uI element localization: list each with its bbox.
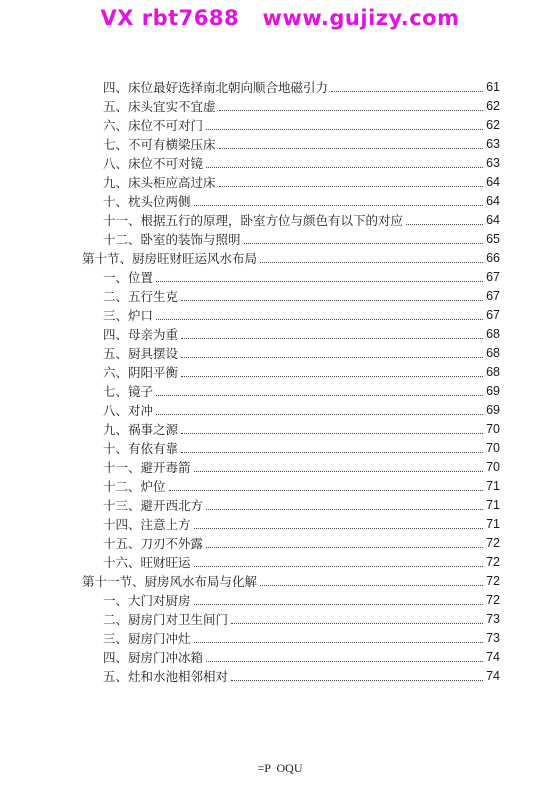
toc-dot-leader [194, 205, 484, 206]
toc-page-number: 61 [486, 80, 500, 94]
toc-entry-label: 十一、根据五行的原理，卧室方位与颜色有以下的对应 [103, 213, 404, 228]
toc-dot-leader [194, 604, 484, 605]
toc-dot-leader [406, 224, 483, 225]
toc-entry-row [103, 209, 500, 228]
toc-page-number: 72 [486, 555, 500, 569]
toc-entry-row [103, 665, 500, 684]
toc-dot-leader [181, 338, 483, 339]
toc-entry-label: 二、厨房门对卫生间门 [103, 612, 229, 627]
toc-page-number: 67 [486, 289, 500, 303]
toc-entry-label: 十三、避开西北方 [103, 498, 204, 513]
toc-dot-leader [260, 585, 483, 586]
toc-entry-row [103, 76, 500, 95]
toc-page-number: 63 [486, 137, 500, 151]
toc-page-number: 74 [486, 650, 500, 664]
toc-dot-leader [181, 300, 483, 301]
toc-entry-label: 十一、避开毒箭 [103, 460, 191, 475]
toc-page-number: 73 [486, 631, 500, 645]
toc-page-number: 71 [486, 498, 500, 512]
toc-page-number: 68 [486, 346, 500, 360]
toc-section-row [82, 247, 500, 266]
toc-dot-leader [260, 262, 483, 263]
toc-dot-leader [156, 281, 483, 282]
toc-entry-label: 一、位置 [103, 270, 154, 285]
toc-dot-leader [156, 319, 483, 320]
toc-entry-label: 三、炉口 [103, 308, 154, 323]
toc-entry-label: 五、床头宜实不宜虚 [103, 99, 216, 114]
toc-entry-label: 六、阴阳平衡 [103, 365, 179, 380]
toc-entry-row [103, 589, 500, 608]
toc-page-number: 65 [486, 232, 500, 246]
toc-page-number: 72 [486, 593, 500, 607]
toc-entry-label: 十六、旺财旺运 [103, 555, 191, 570]
toc-entry-label: 九、床头柜应高过床 [103, 175, 216, 190]
toc-entry-row [103, 285, 500, 304]
toc-entry-row [103, 95, 500, 114]
toc-dot-leader [156, 395, 483, 396]
toc-page-number: 68 [486, 327, 500, 341]
toc-entry-label: 八、对冲 [103, 403, 154, 418]
toc-entry-label: 十二、炉位 [103, 479, 166, 494]
toc-dot-leader [194, 528, 484, 529]
toc-entry-row [103, 551, 500, 570]
toc-dot-leader [169, 490, 484, 491]
toc-entry-label: 七、镜子 [103, 384, 154, 399]
toc-entry-row [103, 323, 500, 342]
toc-entry-label: 一、大门对厨房 [103, 593, 191, 608]
toc-entry-label: 五、厨具摆设 [103, 346, 179, 361]
toc-entry-label: 五、灶和水池相邻相对 [103, 669, 229, 684]
toc-dot-leader [181, 433, 483, 434]
toc-entry-label: 四、母亲为重 [103, 327, 179, 342]
toc-entry-row [103, 114, 500, 133]
toc-page-number: 71 [486, 517, 500, 531]
toc-dot-leader [219, 148, 484, 149]
toc-page-number: 69 [486, 403, 500, 417]
toc-entry-row [103, 133, 500, 152]
toc-entry-label: 六、床位不可对门 [103, 118, 204, 133]
toc-dot-leader [156, 414, 483, 415]
toc-dot-leader [194, 566, 484, 567]
toc-dot-leader [194, 471, 484, 472]
toc-page-number: 72 [486, 536, 500, 550]
toc-entry-label: 十四、注意上方 [103, 517, 191, 532]
toc-page-number: 64 [486, 213, 500, 227]
toc-entry-row [103, 152, 500, 171]
toc-entry-label: 三、厨房门冲灶 [103, 631, 191, 646]
toc-entry-label: 九、祸事之源 [103, 422, 179, 437]
toc-entry-row [103, 266, 500, 285]
toc-section-row [82, 570, 500, 589]
toc-page-number: 64 [486, 194, 500, 208]
toc-entry-row [103, 513, 500, 532]
toc-entry-label: 十、有依有靠 [103, 441, 179, 456]
toc-entry-row [103, 342, 500, 361]
toc-page-number: 74 [486, 669, 500, 683]
toc-entry-label: 第十节、厨房旺财旺运风水布局 [82, 251, 258, 266]
toc-dot-leader [219, 186, 484, 187]
toc-entry-label: 十五、刀刃不外露 [103, 536, 204, 551]
toc-entry-label: 八、床位不可对镜 [103, 156, 204, 171]
watermark: VX rbt7688 www.gujizy.com [100, 6, 460, 30]
toc-entry-row [103, 532, 500, 551]
toc-page-number: 69 [486, 384, 500, 398]
toc-dot-leader [181, 357, 483, 358]
toc-entry-row [103, 608, 500, 627]
toc-page-number: 64 [486, 175, 500, 189]
toc-page-number: 68 [486, 365, 500, 379]
toc-entry-row [103, 304, 500, 323]
toc-page-number: 70 [486, 460, 500, 474]
toc-dot-leader [206, 547, 483, 548]
toc-page-number: 63 [486, 156, 500, 170]
toc-dot-leader [206, 167, 483, 168]
toc-page-number: 73 [486, 612, 500, 626]
toc-dot-leader [206, 509, 483, 510]
toc-entry-label: 十、枕头位两侧 [103, 194, 191, 209]
page-footer: =P OQU [257, 761, 303, 775]
toc-page-number: 70 [486, 422, 500, 436]
toc-entry-label: 七、不可有横梁压床 [103, 137, 216, 152]
toc-page-number: 66 [486, 251, 500, 265]
toc-entry-row [103, 437, 500, 456]
toc-dot-leader [194, 642, 484, 643]
toc-page-number: 67 [486, 308, 500, 322]
toc-entry-label: 十二、卧室的装饰与照明 [103, 232, 241, 247]
toc-dot-leader [219, 110, 484, 111]
toc-page-number: 70 [486, 441, 500, 455]
toc-entry-row [103, 190, 500, 209]
toc-entry-label: 二、五行生克 [103, 289, 179, 304]
toc-entry-row [103, 456, 500, 475]
toc-dot-leader [206, 129, 483, 130]
toc-dot-leader [181, 452, 483, 453]
toc-page-number: 67 [486, 270, 500, 284]
toc-dot-leader [231, 623, 483, 624]
toc-page-number: 71 [486, 479, 500, 493]
toc-entry-row [103, 627, 500, 646]
toc-dot-leader [244, 243, 484, 244]
toc-page-number: 62 [486, 99, 500, 113]
toc-entry-row [103, 228, 500, 247]
toc-entry-row [103, 494, 500, 513]
toc-dot-leader [181, 376, 483, 377]
toc-dot-leader [331, 91, 483, 92]
toc-entry-row [103, 399, 500, 418]
toc-page-number: 72 [486, 574, 500, 588]
toc-dot-leader [231, 680, 483, 681]
toc-entry-row [103, 171, 500, 190]
toc-entry-row [103, 361, 500, 380]
toc-entry-row [103, 418, 500, 437]
toc-dot-leader [206, 661, 483, 662]
toc-entry-row [103, 646, 500, 665]
toc-entry-label: 四、厨房门冲冰箱 [103, 650, 204, 665]
toc-entry-row [103, 380, 500, 399]
toc-entry-label: 四、床位最好选择南北朝向顺合地磁引力 [103, 80, 329, 95]
toc-entry-row [103, 475, 500, 494]
toc-page-number: 62 [486, 118, 500, 132]
toc-entry-label: 第十一节、厨房风水布局与化解 [82, 574, 258, 589]
